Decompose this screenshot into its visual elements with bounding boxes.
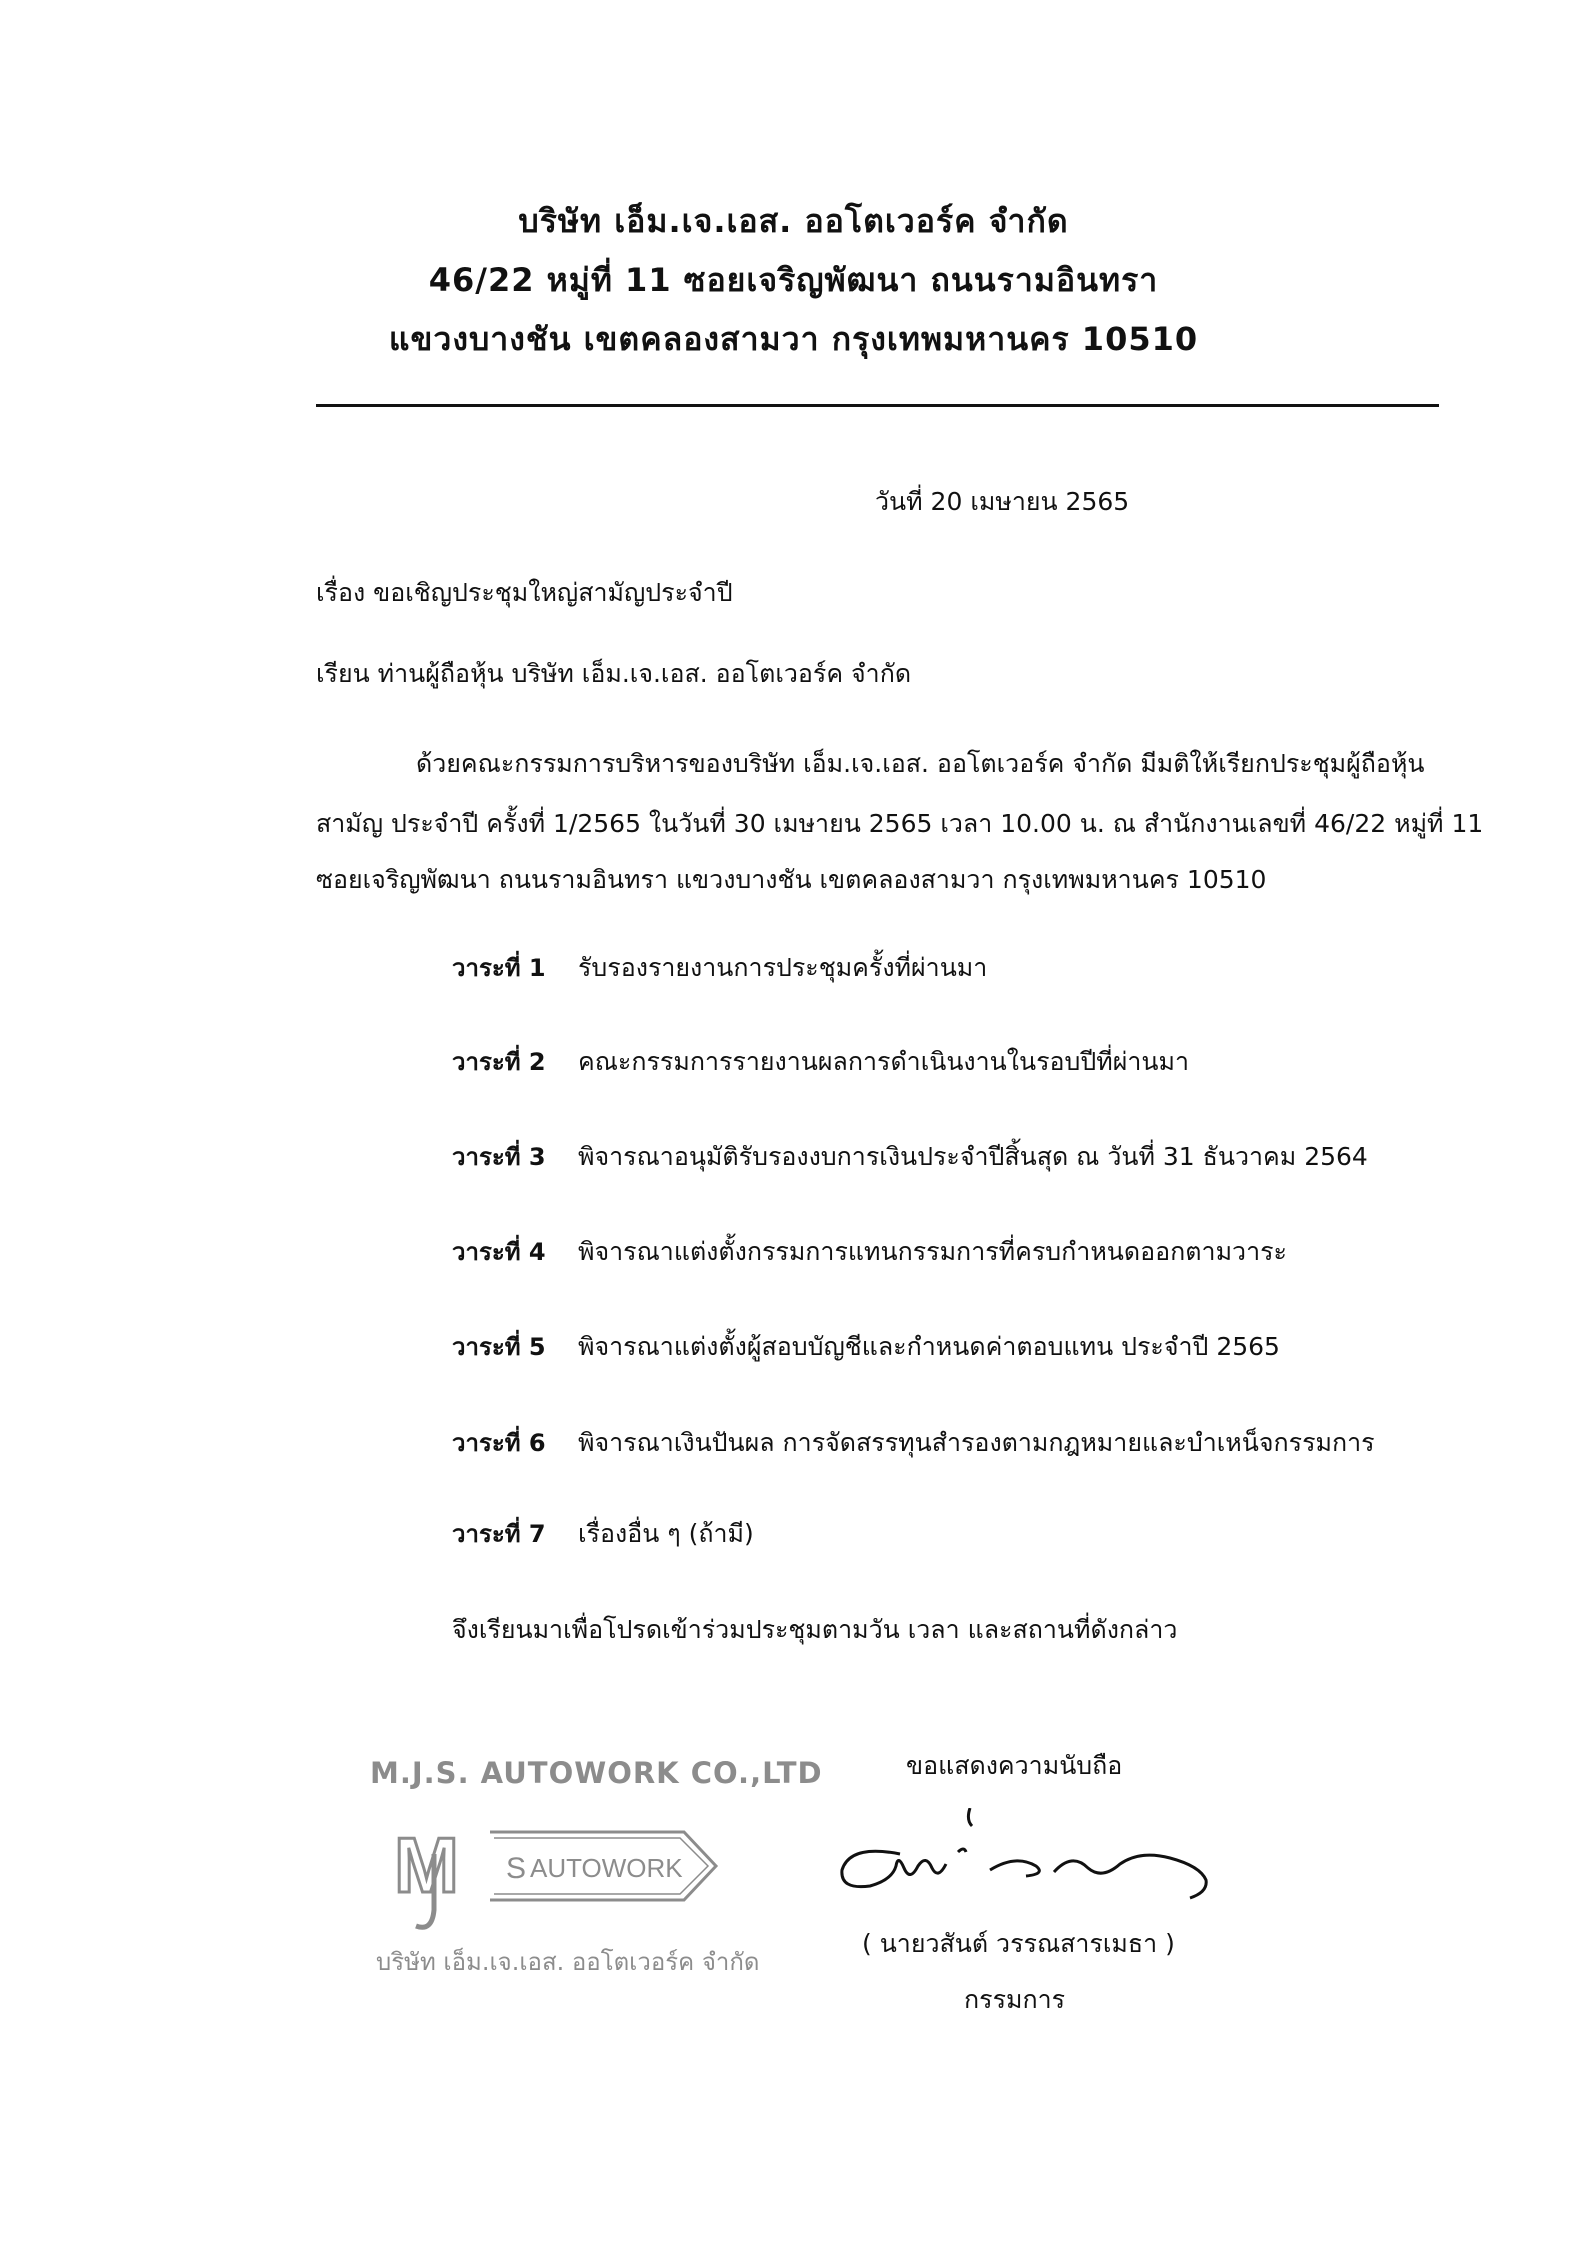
- agenda-label-1: วาระที่ 1: [452, 954, 546, 982]
- company-stamp: [370, 1756, 823, 1996]
- letter-recipient: เรียน ท่านผู้ถือหุ้น บริษัท เอ็ม.เจ.เอส. ออโตเวอร์ค จำกัด: [316, 659, 912, 688]
- agenda-text-1: รับรองรายงานการประชุมครั้งที่ผ่านมา: [578, 953, 988, 982]
- signer-title: กรรมการ: [964, 1985, 1066, 2014]
- agenda-text-5: พิจารณาแต่งตั้งผู้สอบบัญชีและกำหนดค่าตอบแทน ประจำปี 2565: [578, 1332, 1280, 1361]
- agenda-label-5: วาระที่ 5: [452, 1333, 546, 1361]
- agenda-label-7: วาระที่ 7: [452, 1520, 546, 1548]
- letter-date: วันที่ 20 เมษายน 2565: [875, 487, 1130, 516]
- stamp-top-text: M.J.S. AUTOWORK CO.,LTD: [370, 1756, 823, 1790]
- svg-text:M: M: [394, 1821, 459, 1909]
- regards-text: ขอแสดงความนับถือ: [906, 1751, 1123, 1780]
- stamp-bottom-text: บริษัท เอ็ม.เจ.เอส. ออโตเวอร์ค จำกัด: [376, 1948, 760, 1976]
- agenda-text-3: พิจารณาอนุมัติรับรองงบการเงินประจำปีสิ้นสุด ณ วันที่ 31 ธันวาคม 2564: [578, 1142, 1368, 1171]
- agenda-label-4: วาระที่ 4: [452, 1238, 546, 1266]
- company-name: บริษัท เอ็ม.เจ.เอส. ออโตเวอร์ค จำกัด: [518, 202, 1069, 240]
- svg-text:S: S: [506, 1852, 527, 1885]
- closing-sentence: จึงเรียนมาเพื่อโปรดเข้าร่วมประชุมตามวัน เวลา และสถานที่ดังกล่าว: [452, 1615, 1178, 1644]
- body-line-2: สามัญ ประจำปี ครั้งที่ 1/2565 ในวันที่ 30 เมษายน 2565 เวลา 10.00 น. ณ สำนักงานเลขที่ 46/22 หมู่ที่ 11: [316, 809, 1484, 838]
- stamp-logo-icon: [394, 1814, 724, 1934]
- agenda-text-4: พิจารณาแต่งตั้งกรรมการแทนกรรมการที่ครบกำหนดออกตามวาระ: [578, 1237, 1287, 1266]
- agenda-text-6: พิจารณาเงินปันผล การจัดสรรทุนสำรองตามกฎหมายและบำเหน็จกรรมการ: [578, 1428, 1375, 1457]
- body-line-1: ด้วยคณะกรรมการบริหารของบริษัท เอ็ม.เจ.เอส. ออโตเวอร์ค จำกัด มีมติให้เรียกประชุมผู้ถือหุ้น: [416, 749, 1425, 778]
- company-address-line2: แขวงบางชัน เขตคลองสามวา กรุงเทพมหานคร 10510: [388, 320, 1199, 358]
- agenda-label-2: วาระที่ 2: [452, 1048, 546, 1076]
- agenda-label-3: วาระที่ 3: [452, 1143, 546, 1171]
- header-divider: [316, 404, 1439, 407]
- svg-text:AUTOWORK: AUTOWORK: [530, 1853, 683, 1883]
- body-line-3: ซอยเจริญพัฒนา ถนนรามอินทรา แขวงบางชัน เขตคลองสามวา กรุงเทพมหานคร 10510: [316, 865, 1267, 894]
- signer-name: ( นายวสันต์ วรรณสารเมธา ): [862, 1929, 1175, 1958]
- company-address-line1: 46/22 หมู่ที่ 11 ซอยเจริญพัฒนา ถนนรามอินทรา: [428, 261, 1159, 299]
- letter-subject: เรื่อง ขอเชิญประชุมใหญ่สามัญประจำปี: [316, 578, 733, 607]
- agenda-label-6: วาระที่ 6: [452, 1429, 546, 1457]
- agenda-text-7: เรื่องอื่น ๆ (ถ้ามี): [578, 1519, 754, 1548]
- handwritten-signature-icon: [840, 1808, 1220, 1918]
- agenda-text-2: คณะกรรมการรายงานผลการดำเนินงานในรอบปีที่ผ่านมา: [578, 1047, 1190, 1076]
